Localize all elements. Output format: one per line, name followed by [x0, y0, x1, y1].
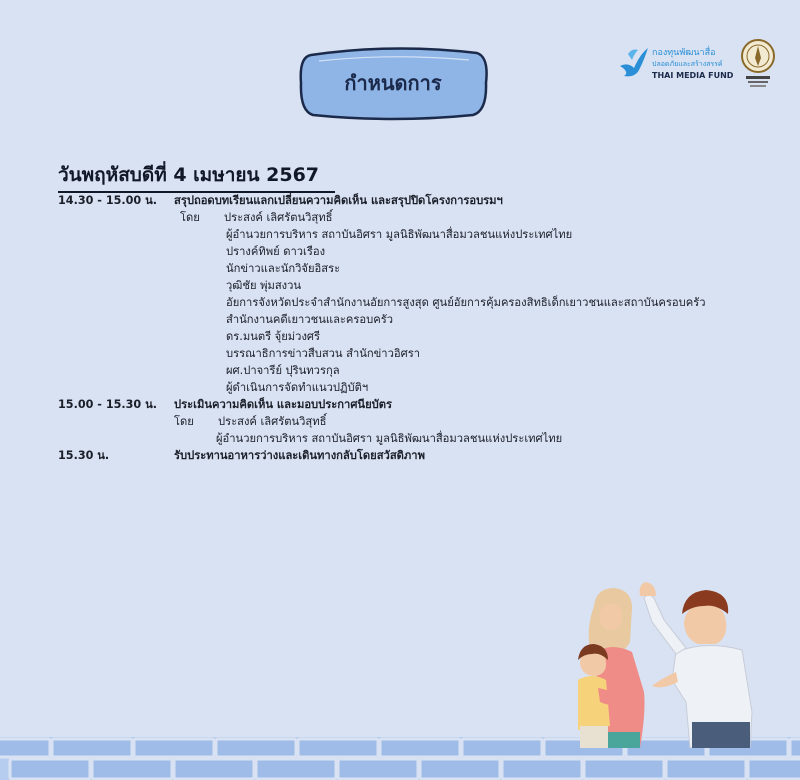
detail-row	[58, 277, 778, 294]
date-heading: วันพฤหัสบดีที่ 4 เมษายน 2567	[58, 160, 335, 193]
schedule-time: 15.00 - 15.30 น.	[58, 398, 157, 411]
detail-line: วุฒิชัย พุ่มสงวน	[226, 279, 302, 292]
detail-row	[58, 311, 778, 328]
detail-row	[58, 379, 778, 396]
detail-row	[58, 362, 778, 379]
detail-line: อัยการจังหวัดประจำสำนักงานอัยการสูงสุด ศูนย์อัยการคุ้มครองสิทธิเด็กเยาวชนและสถาบันครอบครัว	[226, 296, 706, 309]
by-label: โดย	[180, 211, 200, 224]
speaker-name: ประสงค์ เลิศรัตนวิสุทธิ์	[218, 415, 327, 428]
schedule-topic: สรุปถอดบทเรียนแลกเปลี่ยนความคิดเห็น และสรุปปิดโครงการอบรมฯ	[174, 194, 503, 207]
detail-line: บรรณาธิการข่าวสืบสวน สำนักข่าวอิศรา	[226, 347, 420, 360]
detail-row	[58, 260, 778, 277]
detail-line: นักข่าวและนักวิจัยอิสระ	[226, 262, 341, 275]
logo-tmf-line1: กองทุนพัฒนาสื่อ	[652, 48, 716, 58]
speaker-row	[58, 209, 778, 226]
schedule-time: 15.30 น.	[58, 449, 110, 462]
detail-row	[58, 430, 778, 447]
speaker-row	[58, 413, 778, 430]
logo-tmf-en: THAI MEDIA FUND	[652, 71, 734, 80]
detail-line: ผศ.ปาจารีย์ ปุรินทวรกุล	[226, 364, 340, 377]
schedule	[58, 192, 778, 464]
detail-row	[58, 328, 778, 345]
by-label: โดย	[174, 415, 194, 428]
schedule-item-2	[58, 396, 778, 413]
detail-row	[58, 345, 778, 362]
logo-tmf-line2: ปลอดภัยและสร้างสรรค์	[652, 60, 723, 68]
schedule-item-3	[58, 447, 778, 464]
detail-row	[58, 294, 778, 311]
detail-line: ผู้อำนวยการบริหาร สถาบันอิศรา มูลนิธิพัฒนาสื่อมวลชนแห่งประเทศไทย	[216, 432, 563, 445]
schedule-item-1	[58, 192, 778, 209]
institute-seal-icon	[740, 38, 776, 90]
detail-line: ผู้ดำเนินการจัดทำแนวปฏิบัติฯ	[226, 381, 369, 394]
detail-line: ปรางค์ทิพย์ ดาวเรือง	[226, 245, 326, 258]
detail-line: ดร.มนตรี จุ้ยม่วงศรี	[226, 330, 321, 343]
schedule-topic: รับประทานอาหารว่างและเดินทางกลับโดยสวัสดิภาพ	[174, 449, 425, 462]
schedule-topic: ประเมินความคิดเห็น และมอบประกาศนียบัตร	[174, 398, 393, 411]
bird-icon	[618, 44, 650, 80]
detail-row	[58, 243, 778, 260]
speaker-name: ประสงค์ เลิศรัตนวิสุทธิ์	[224, 211, 333, 224]
page-title: กำหนดการ	[344, 71, 442, 95]
thai-media-fund-logo	[618, 44, 734, 84]
detail-row	[58, 226, 778, 243]
detail-line: สำนักงานคดีเยาวชนและครอบครัว	[226, 313, 394, 326]
family-conflict-illustration	[566, 562, 766, 748]
title-badge	[297, 45, 489, 121]
logos	[618, 38, 778, 90]
detail-line: ผู้อำนวยการบริหาร สถาบันอิศรา มูลนิธิพัฒนาสื่อมวลชนแห่งประเทศไทย	[226, 228, 573, 241]
schedule-time: 14.30 - 15.00 น.	[58, 194, 157, 207]
